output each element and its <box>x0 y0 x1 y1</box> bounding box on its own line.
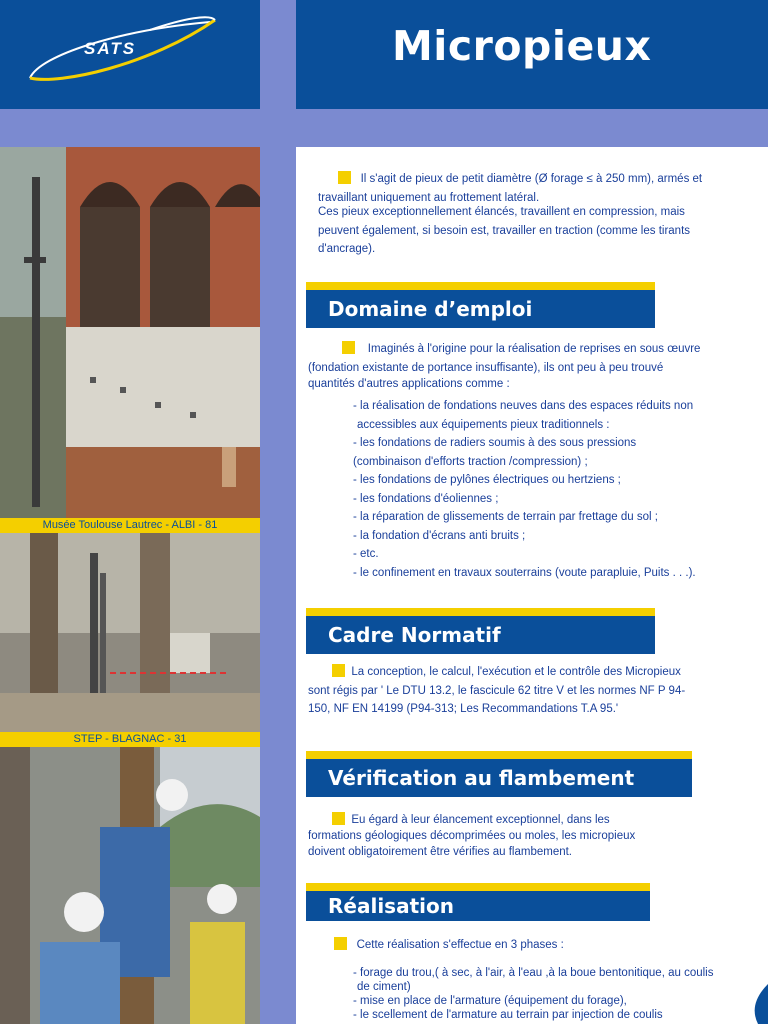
header-band <box>0 109 768 147</box>
photo-caption: STEP - BLAGNAC - 31 <box>0 732 260 747</box>
bullet-icon <box>342 341 355 354</box>
step-photo <box>0 533 260 732</box>
divider-column <box>260 0 296 1024</box>
section-verification <box>306 751 692 797</box>
section-domaine <box>306 282 655 328</box>
museum-photo <box>0 147 260 518</box>
corner-decoration <box>728 984 768 1024</box>
bullet-icon <box>338 171 351 184</box>
domaine-list: - la réalisation de fondations neuves dans des espaces réduits non accessibles aux équipements pieux traditionnels : - les fondations de radiers soumis à des sous pressions (combinaison d'efforts traction /compression) ; - les fondations de pylônes électriques ou hertziens ; - les fondations d'éoliennes ; - la réparation de glissements de terrain par frettage du sol ; - la fondation d'écrans anti bruits ; - etc. - le confinement en travaux souterrains (voute parapluie, Puits . . .). <box>353 400 696 579</box>
photo-step-drilling <box>0 533 260 745</box>
photo-museum-underpinning <box>0 147 260 531</box>
section-cadre <box>306 608 655 654</box>
section-title: Cadre Normatif <box>306 616 655 654</box>
verification-text: Eu égard à leur élancement exceptionnel, dans les formations géologiques décomprimées ou moles, les micropieux doivent obligatoirement être vérifies au flambement. <box>308 814 636 858</box>
section-realisation <box>306 883 650 921</box>
domaine-text: Imaginés à l'origine pour la réalisation de reprises en sous œuvre (fondation existante de portance insuffisante), ils ont peu à peu trouvé quantités d'autres applications comme : <box>308 343 701 390</box>
workers-photo <box>0 747 260 1024</box>
photo-column <box>0 147 260 1024</box>
section-title: Réalisation <box>306 891 650 921</box>
realisation-text: Cette réalisation s'effectue en 3 phases : <box>334 936 764 955</box>
bullet-icon <box>334 937 347 950</box>
photo-workers <box>0 747 260 1024</box>
photo-caption: Musée Toulouse Lautrec - ALBI - 81 <box>0 518 260 533</box>
logo-panel <box>0 0 260 109</box>
page-title: Micropieux <box>392 22 652 70</box>
content-panel <box>296 147 768 1024</box>
bullet-icon <box>332 664 345 677</box>
bullet-icon <box>332 812 345 825</box>
section-title: Domaine d’emploi <box>306 290 655 328</box>
title-panel <box>296 0 768 109</box>
realisation-list: - forage du trou,( à sec, à l'air, à l'eau ,à la boue bentonitique, au coulis de ciment) - mise en place de l'armature (équipement du forage), - le scellement de l'armature au terrain par injection de coulis <box>353 967 714 1021</box>
intro-text: Il s'agit de pieux de petit diamètre (Ø forage ≤ à 250 mm), armés et travaillant uniquement au frottement latéral. Ces pieux exceptionnellement élancés, travaillent en compression, mais peuvent également, si besoin est, travailler en traction (comme les tirants d'ancrage). <box>318 173 703 255</box>
cadre-text: La conception, le calcul, l'exécution et le contrôle des Micropieux sont régis par ' Le DTU 13.2, le fascicule 62 titre V et les normes NF P 94- 150, NF EN 14199 (P94-313; Les Recommandations T.A 95.' <box>308 666 686 715</box>
section-title: Vérification au flambement <box>306 759 692 797</box>
logo-text: SATS <box>84 39 137 58</box>
